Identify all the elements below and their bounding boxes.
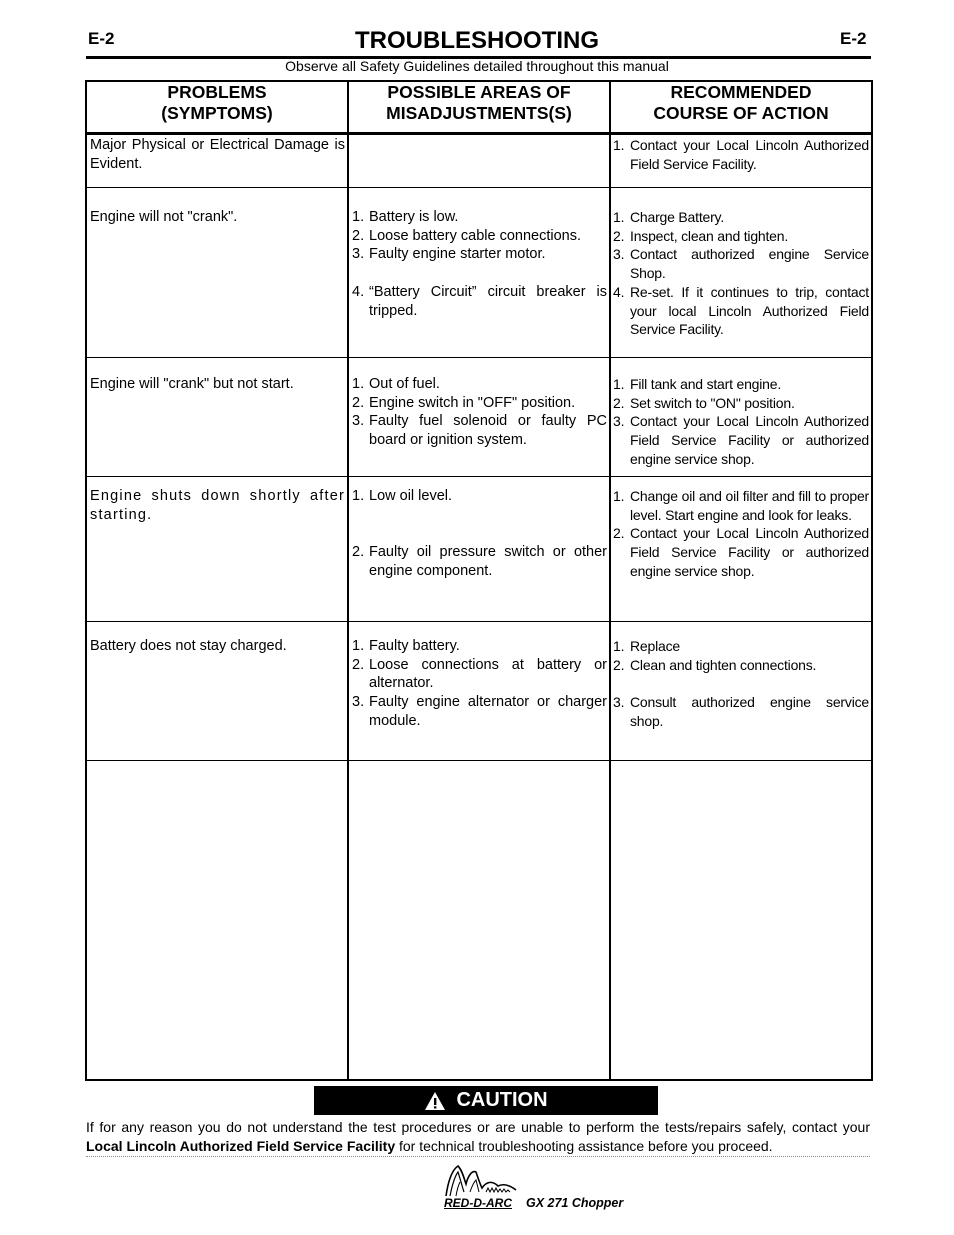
table-row xyxy=(86,358,872,477)
list-item: 2. Faulty oil pressure switch or other engine component. xyxy=(352,544,607,579)
causes-cell xyxy=(349,477,609,580)
list-item: 4. “Battery Circuit” circuit breaker is tripped. xyxy=(352,283,607,319)
table-row xyxy=(86,477,872,622)
table-row-empty xyxy=(86,761,872,1080)
actions-cell xyxy=(611,622,871,731)
causes-cell xyxy=(349,188,609,320)
list-item: 2. Loose battery cable connections. xyxy=(352,227,581,244)
list-item: 3. Faulty engine starter motor. xyxy=(352,246,546,263)
causes-cell xyxy=(349,622,609,731)
table-row xyxy=(86,188,872,358)
list-item: 2. Engine switch in "OFF" position. xyxy=(352,394,576,411)
problem-cell: Major Physical or Electrical Damage is Evident. xyxy=(90,137,345,172)
footer-logo-text: RED-D-ARC xyxy=(444,1196,512,1210)
warning-icon xyxy=(424,1091,446,1111)
list-item: 1. Faulty battery. xyxy=(352,638,460,654)
list-item: 2. Clean and tighten connections. xyxy=(613,656,817,673)
causes-cell xyxy=(349,358,609,450)
list-item: 2. Contact your Local Lincoln Authorized Field Service Facility or authorized engine service shop. xyxy=(613,525,869,579)
actions-cell xyxy=(611,188,871,339)
list-item: 1. Out of fuel. xyxy=(352,376,440,392)
header-causes: POSSIBLE AREAS OF MISADJUSTMENTS(S) xyxy=(348,81,610,134)
actions-cell xyxy=(611,135,871,173)
list-item: 1. Battery is low. xyxy=(352,209,459,225)
list-item: 3. Contact your Local Lincoln Authorized Field Service Facility or authorized engine service shop. xyxy=(613,413,869,467)
actions-cell xyxy=(611,358,871,469)
caution-label: CAUTION xyxy=(456,1089,548,1111)
header-actions: RECOMMENDED COURSE OF ACTION xyxy=(610,81,872,134)
list-item: 3. Contact authorized engine Service Shop. xyxy=(613,246,869,282)
page-number-left: E-2 xyxy=(88,29,115,48)
table-row xyxy=(86,134,872,188)
list-item: 2. Inspect, clean and tighten. xyxy=(613,227,789,244)
list-item: 1. Charge Battery. xyxy=(613,209,725,225)
list-item: 1. Low oil level. xyxy=(352,488,453,504)
caution-banner xyxy=(314,1086,658,1115)
header-problems: PROBLEMS (SYMPTOMS) xyxy=(86,81,348,134)
problem-cell: Engine will not "crank". xyxy=(90,209,238,225)
table-header-row xyxy=(86,81,872,134)
problem-cell: Engine will "crank" but not start. xyxy=(90,376,294,392)
caution-text: If for any reason you do not understand the test procedures or are unable to perform the tests/repairs safely, contact your Local Lincoln Authorized Field Service Facility for technical troubleshooting assistance before you proceed. xyxy=(86,1119,870,1154)
list-item: 3. Consult authorized engine service shop. xyxy=(613,694,869,729)
footer-divider xyxy=(86,1156,870,1157)
list-item: 2. Set switch to "ON" position. xyxy=(613,394,795,411)
troubleshooting-table xyxy=(85,80,873,1081)
list-item: 1. Replace xyxy=(613,638,680,654)
actions-cell xyxy=(611,477,871,581)
safety-subtitle: Observe all Safety Guidelines detailed throughout this manual xyxy=(285,58,669,74)
list-item: 3. Faulty engine alternator or charger module. xyxy=(352,694,607,729)
page-number-right: E-2 xyxy=(840,29,867,48)
problem-cell: Battery does not stay charged. xyxy=(90,638,287,654)
page-title: TROUBLESHOOTING xyxy=(355,27,599,54)
list-item: 1. Change oil and oil filter and fill to proper level. Start engine and look for leaks. xyxy=(613,488,869,523)
list-item: 3. Faulty fuel solenoid or faulty PC board or ignition system. xyxy=(352,413,607,449)
list-item: 2. Loose connections at battery or alternator. xyxy=(352,656,607,692)
list-item: 1. Contact your Local Lincoln Authorized Field Service Facility. xyxy=(613,137,869,172)
list-item: 1. Fill tank and start engine. xyxy=(613,376,782,392)
causes-cell xyxy=(349,135,609,136)
footer-model: GX 271 Chopper xyxy=(526,1196,624,1210)
red-d-arc-logo-icon xyxy=(442,1162,518,1198)
list-item: 4. Re-set. If it continues to trip, contact your local Lincoln Authorized Field Service Facility. xyxy=(613,283,869,338)
table-row xyxy=(86,622,872,761)
problem-cell: Engine shuts down shortly after starting. xyxy=(90,488,345,523)
